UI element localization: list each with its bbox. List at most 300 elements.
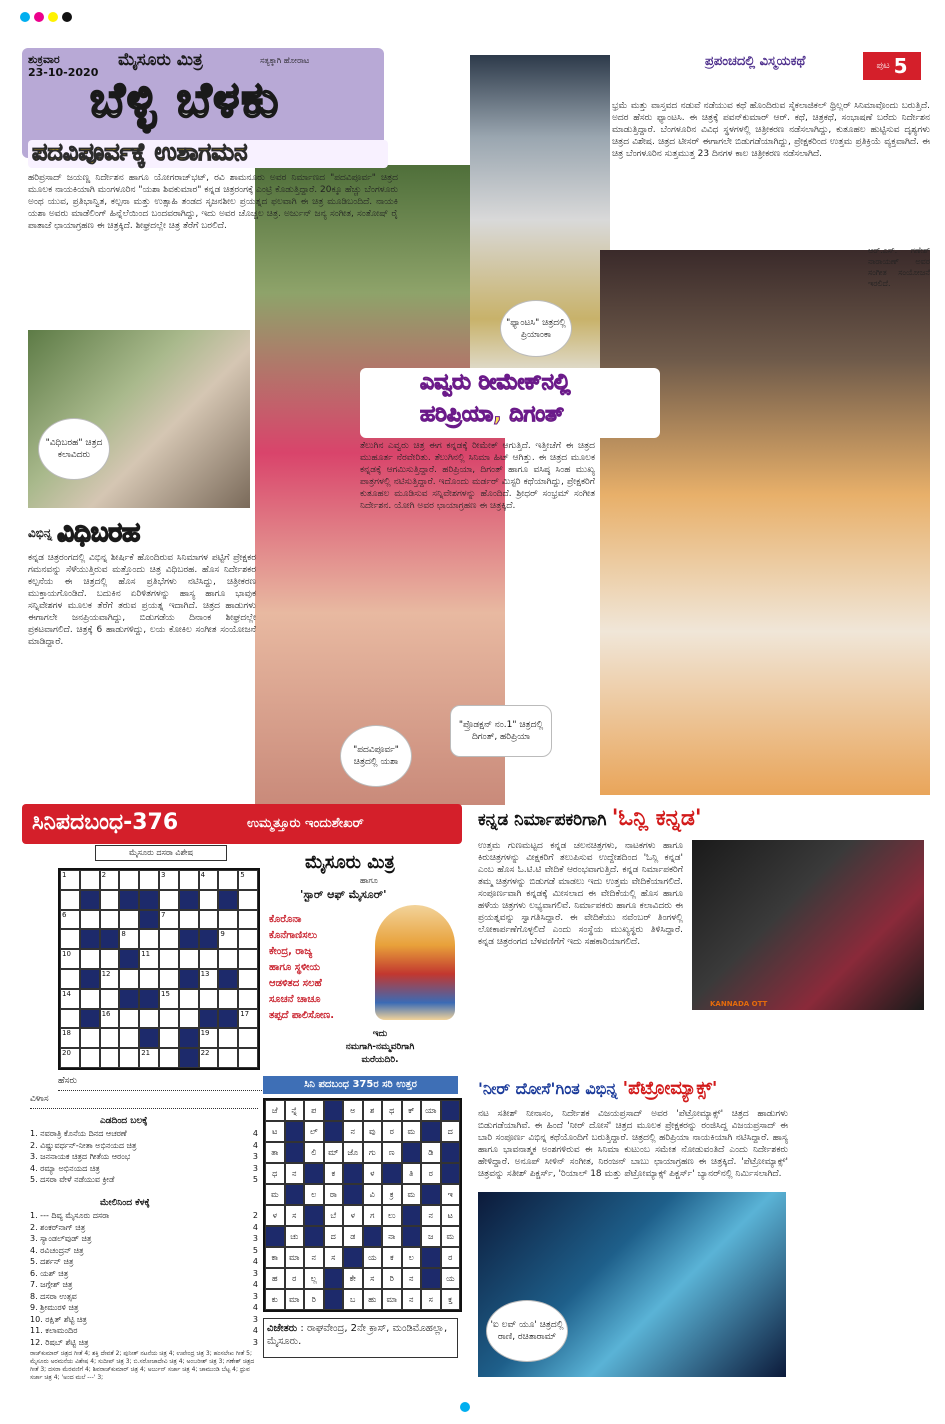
puzzle-author: ಉಮ್ಮತ್ತೂರು ಇಂದುಶೇಖರ್: [247, 816, 364, 831]
clue-text: ಪುನೀತ್ ನಟನೆಯ ಚಿತ್ರ: [123, 1350, 167, 1357]
answer-cell: ಮಾ: [382, 1289, 402, 1310]
story5-headline-b: 'ಓನ್ಲಿ ಕನ್ನಡ': [611, 806, 702, 831]
crossword-number: 4: [200, 871, 206, 879]
clue-length: 4: [252, 1140, 258, 1150]
ad-line: ಕೊನೆಗಾಣಿಸಲು: [269, 930, 318, 941]
answer-cell: [285, 1184, 305, 1205]
ad-and: ಹಾಗೂ: [360, 876, 378, 885]
crossword-cell: [139, 890, 159, 910]
answer-cell: ಟ: [265, 1121, 285, 1142]
across-clues: [30, 1128, 258, 1186]
ad-footer: [305, 1028, 455, 1067]
crossword-cell: [80, 1009, 100, 1029]
name-label: ಹೆಸರು: [58, 1076, 77, 1086]
down-clues: [30, 1210, 258, 1348]
crossword-cell[interactable]: [179, 1009, 199, 1029]
answer-cell: ಕ: [382, 1247, 402, 1268]
clue-length: 3: [252, 1268, 258, 1278]
crossword-cell[interactable]: [60, 969, 80, 989]
crossword-cell[interactable]: [100, 1048, 120, 1068]
crossword-cell[interactable]: [60, 1028, 80, 1048]
address-label: ವಿಳಾಸ: [30, 1094, 49, 1104]
caption-vidhibaraha-cast: "ವಿಧಿಬರಹ" ಚಿತ್ರದ ಕಲಾವಿದರು: [38, 418, 110, 480]
crossword-cell[interactable]: [100, 910, 120, 930]
story2-kicker: ವಿಭಿನ್ನ: [28, 526, 53, 540]
masthead-paper-name: ಮೈಸೂರು ಮಿತ್ರ: [118, 50, 203, 70]
crossword-cell[interactable]: [199, 1028, 219, 1048]
answer-cell: ಸ: [363, 1268, 383, 1289]
answer-cell: ನ: [304, 1247, 324, 1268]
crossword-cell[interactable]: [238, 890, 258, 910]
clue-text: 11. ಕಲಾಮಂದಿರ: [30, 1326, 78, 1335]
section-title: ಬೆಳ್ಳಿ ಬೆಳಕು: [90, 72, 281, 128]
answer-cell: [285, 1142, 305, 1163]
answer-cell: ಥ: [382, 1100, 402, 1121]
answer-cell: ಕ್ರ: [382, 1184, 402, 1205]
crossword-cell: [218, 969, 238, 989]
crossword-cell[interactable]: [218, 910, 238, 930]
crossword-cell[interactable]: [159, 1048, 179, 1068]
crossword-cell[interactable]: [199, 1048, 219, 1068]
clue-length: 4: [252, 1129, 258, 1138]
crossword-cell[interactable]: [199, 870, 219, 890]
crossword-cell[interactable]: [218, 870, 238, 890]
crossword-number: 10: [62, 950, 71, 959]
crossword-number: 16: [101, 1009, 111, 1018]
crossword-cell[interactable]: [119, 1048, 139, 1068]
clue-length: 5;: [244, 1350, 252, 1357]
crossword-cell: [179, 890, 199, 910]
answer-cell: ಮ: [402, 1121, 422, 1142]
answer-cell: [304, 1163, 324, 1184]
crossword-cell: [100, 929, 120, 949]
crossword-cell[interactable]: [159, 949, 179, 969]
story4-body: ತೆಲುಗಿನ ಎವ್ವರು ಚಿತ್ರ ಈಗ ಕನ್ನಡಕ್ಕೆ ರೀಮೇಕ್ ಆಗುತ್ತಿದೆ. ಇತ್ತೀಚೆಗೆ ಈ ಚಿತ್ರದ ಮುಹೂರ್ತ ನೆರವೇರಿತು. ತೆಲುಗಿನಲ್ಲಿ ಸಿನಿಮಾ ಹಿಟ್ ಆಗಿತ್ತು. ಈ ಚಿತ್ರದ ಮೂಲಕ ಕನ್ನಡಕ್ಕೆ ಆಗಮಿಸುತ್ತಿದ್ದಾರೆ. ಹರಿಪ್ರಿಯಾ, ದಿಗಂತ್ ಹಾಗೂ ವಸಿಷ್ಠ ಸಿಂಹ ಮುಖ್ಯ ಪಾತ್ರಗಳಲ್ಲಿ ನಟಿಸುತ್ತಿದ್ದಾರೆ. ಇದೊಂದು ಮರ್ಡರ್ ಮಿಸ್ಟರಿ ಕಥೆಯಾಗಿದ್ದು, ಪ್ರೇಕ್ಷಕರಿಗೆ ಕುತೂಹಲ ಮೂಡಿಸುವ ಸನ್ನಿವೇಶಗಳನ್ನು ಹೊಂದಿದೆ. ಶ್ರೀಧರ್ ಸಂಭ್ರಮ್ ಸಂಗೀತ ನಿರ್ದೇಶನ. ಯೋಗಿ ಅವರ ಛಾಯಾಗ್ರಹಣ ಈ ಚಿತ್ರಕ್ಕಿದೆ.: [360, 441, 595, 511]
clue-text: 4. ರವಿಚಂದ್ರನ್ ಚಿತ್ರ: [30, 1245, 84, 1255]
clue-item: [30, 1291, 258, 1303]
crossword-cell: [139, 989, 159, 1009]
answer-cell: ಜೆ: [265, 1100, 285, 1121]
answer-cell: ಡ: [343, 1226, 363, 1247]
answer-cell: ಶ: [363, 1100, 383, 1121]
clue-text: 5. ದಸರಾ ವೇಳೆ ನಡೆಯುವ ಕ್ರೀಡೆ: [30, 1175, 115, 1184]
answer-cell: ವಿ: [363, 1184, 383, 1205]
crossword-number: 18: [62, 1029, 71, 1038]
crossword-cell: [179, 929, 199, 949]
crossword-cell[interactable]: [100, 969, 120, 989]
crossword-cell[interactable]: [159, 1028, 179, 1048]
answer-cell: [441, 1100, 461, 1121]
story5-headline: [478, 806, 928, 836]
crossword-cell[interactable]: [238, 929, 258, 949]
crossword-cell[interactable]: [179, 989, 199, 1009]
crossword-cell[interactable]: [80, 1048, 100, 1068]
clue-length: 3;: [203, 1350, 214, 1357]
crossword-cell[interactable]: [119, 1009, 139, 1029]
crossword-cell: [119, 890, 139, 910]
crossword-cell[interactable]: [100, 1009, 120, 1029]
answer-cell: ರ: [382, 1121, 402, 1142]
crossword-cell[interactable]: [218, 1028, 238, 1048]
clue-length: 4: [252, 1280, 258, 1289]
answer-cell: ರಿ: [382, 1268, 402, 1289]
clue-text: 2. ಶಂಕರ್‌ನಾಗ್ ಚಿತ್ರ: [30, 1222, 86, 1232]
answer-cell: ಯ: [441, 1268, 461, 1289]
answer-cell: [324, 1289, 344, 1310]
answer-cell: ಸ: [324, 1247, 344, 1268]
answer-cell: ರಿ: [304, 1289, 324, 1310]
crossword-cell[interactable]: [60, 870, 80, 890]
crossword-cell[interactable]: [218, 989, 238, 1009]
answer-cell: ರ: [441, 1247, 461, 1268]
answer-cell: ಪ: [304, 1100, 324, 1121]
clue-length: 4;: [176, 1358, 187, 1365]
crossword-cell[interactable]: [60, 949, 80, 969]
answer-cell: ವು: [363, 1121, 383, 1142]
crossword-cell[interactable]: [119, 870, 139, 890]
crossword-cell[interactable]: [238, 949, 258, 969]
crossword-cell[interactable]: [199, 949, 219, 969]
clue-length: 3;: [38, 1366, 49, 1373]
crossword-cell[interactable]: [119, 929, 139, 949]
answer-cell: [324, 1268, 344, 1289]
crossword-cell[interactable]: [100, 949, 120, 969]
crossword-cell[interactable]: [80, 989, 100, 1009]
answer-cell: ಹು: [363, 1289, 383, 1310]
answer-cell: ಳ: [265, 1205, 285, 1226]
answer-cell: ಲಿ: [304, 1142, 324, 1163]
crossword-cell[interactable]: [60, 1009, 80, 1029]
clue-length: 3: [252, 1314, 258, 1324]
answer-cell: [343, 1163, 363, 1184]
crossword-cell[interactable]: [218, 949, 238, 969]
clue-text: ಸುದೀಪ್ ಚಿತ್ರ: [98, 1358, 124, 1365]
crossword-cell[interactable]: [80, 1028, 100, 1048]
clue-length: 4: [252, 1303, 258, 1312]
crossword-cell[interactable]: [179, 870, 199, 890]
across-title: ಎಡದಿಂದ ಬಲಕ್ಕೆ: [100, 1116, 148, 1126]
answer-cell: ಲ್ಲ: [304, 1268, 324, 1289]
crossword-number: 9: [220, 930, 225, 939]
crossword-cell[interactable]: [100, 870, 120, 890]
ad-message: [269, 912, 379, 1024]
answer-cell: ಲ: [304, 1184, 324, 1205]
answer-cell: ಣ: [382, 1142, 402, 1163]
extra-clues: [30, 1350, 258, 1400]
winner-name: ರಾಘವೇಂದ್ರ, 2ನೇ ಕ್ರಾಸ್, ಮಂಡಿಮೊಹಲ್ಲಾ, ಮೈಸೂರು.: [267, 1323, 448, 1347]
crossword-number: 20: [62, 1049, 71, 1058]
crossword-cell[interactable]: [218, 929, 238, 949]
answer-cell: ನ: [343, 1121, 363, 1142]
answer-cell: ರ: [421, 1163, 441, 1184]
crossword-cell: [179, 969, 199, 989]
answer-cell: [421, 1184, 441, 1205]
crossword-cell[interactable]: [139, 1048, 159, 1068]
crossword-cell[interactable]: [100, 890, 120, 910]
answer-cell: ರಾ: [324, 1184, 344, 1205]
crossword-cell[interactable]: [159, 989, 179, 1009]
clue-length: 5: [252, 1175, 258, 1184]
crossword-cell[interactable]: [60, 989, 80, 1009]
clue-text: ಗಣೇಶ್ ಚಿತ್ರದ ಗೀತೆ: [30, 1358, 255, 1373]
answer-cell: [402, 1142, 422, 1163]
clue-length: 3: [252, 1152, 258, 1161]
crossword-cell[interactable]: [238, 910, 258, 930]
crossword-cell[interactable]: [60, 890, 80, 910]
crossword-cell[interactable]: [139, 929, 159, 949]
crossword-cell[interactable]: [238, 1009, 258, 1029]
crossword-cell[interactable]: [159, 910, 179, 930]
answer-cell: [421, 1247, 441, 1268]
answer-cell: ನ: [285, 1163, 305, 1184]
clue-length: 2;: [113, 1350, 124, 1357]
crossword-cell[interactable]: [238, 1048, 258, 1068]
clue-item: [30, 1210, 258, 1222]
mascot-illustration-icon: [375, 905, 455, 1020]
page-label: ಪುಟ: [876, 61, 890, 71]
answer-cell: ಅ: [343, 1100, 363, 1121]
crossword-cell: [139, 1028, 159, 1048]
clue-text: ಮೈಸೂರು ಅರಮನೆಯ ವಿಶೇಷ: [30, 1358, 89, 1365]
answer-cell: ಮಾ: [285, 1247, 305, 1268]
answer-cell: ಸ: [421, 1289, 441, 1310]
answer-cell: ತಿ: [402, 1163, 422, 1184]
clue-length: 4: [252, 1326, 258, 1335]
story1-banner: [28, 140, 388, 168]
answer-cell: ಜೊ: [343, 1142, 363, 1163]
clue-item: [30, 1222, 258, 1234]
story1-body: ಹರಿಪ್ರಸಾದ್ ಜಯಣ್ಣ ನಿರ್ದೇಶನ ಹಾಗೂ ಯೋಗರಾಜ್‌ಭಟ್, ರವಿ ಶಾಮನೂರು ಅವರ ನಿರ್ಮಾಣದ "ಪದವಿಪೂರ್ವ" ಚಿತ್ರದ ಮೂಲಕ ನಾಯಕಿಯಾಗಿ ಮಂಗಳೂರಿನ "ಯಶಾ ಶಿವಕುಮಾರ" ಕನ್ನಡ ಚಿತ್ರರಂಗಕ್ಕೆ ಎಂಟ್ರಿ ಕೊಡುತ್ತಿದ್ದಾರೆ. 20ಕ್ಕೂ ಹೆಚ್ಚು ಬೆಂಗಳೂರು ಅಂಥ ಯುವ, ಪ್ರತಿಭಾನ್ವಿತ, ಕಲ್ಪನಾ ಮತ್ತು ಉತ್ಸಾಹಿ ತಂಡದ ಸೃಜನಶೀಲ ಪ್ರಯತ್ನದ ಫಲವಾಗಿ ಈ ಚಿತ್ರ ಮೂಡಿಬಂದಿದೆ. ನಾಯಕಿ ಯಶಾ ಅವರು ಮಾಡೆಲಿಂಗ್ ಹಿನ್ನೆಲೆಯಿಂದ ಬಂದವರಾಗಿದ್ದು, ಇದು ಅವರ ಚೊಚ್ಚಲ ಚಿತ್ರ. ಅರ್ಜುನ್ ಜನ್ಯ ಸಂಗೀತ, ಸಂತೋಷ್ ರೈ ಪಾತಾಜೆ ಛಾಯಾಗ್ರಹಣ ಈ ಚಿತ್ರಕ್ಕಿದೆ. ಶೀಘ್ರದಲ್ಲೇ ಚಿತ್ರ ತೆರೆಗೆ ಬರಲಿದೆ.: [28, 173, 398, 231]
clue-item: [30, 1279, 258, 1291]
registration-mark-bottom: [460, 1402, 470, 1412]
crossword-cell: [179, 1048, 199, 1068]
clue-length: 4;: [82, 1350, 93, 1357]
clue-text: 3. ಜನನಾಯಕ ಚಿತ್ರದ ಗೀತೆಯ ಆರಂಭ: [30, 1152, 131, 1161]
ad-paper-name: ಮೈಸೂರು ಮಿತ್ರ: [305, 852, 395, 873]
crossword-number: 14: [62, 989, 71, 998]
crossword-cell[interactable]: [100, 1028, 120, 1048]
crossword-cell[interactable]: [159, 1009, 179, 1029]
clue-text: ದಸರಾ ಮೆರವಣಿಗೆ: [48, 1366, 84, 1373]
answer-cell: ಇ: [441, 1184, 461, 1205]
crossword-cell[interactable]: [60, 1048, 80, 1068]
crossword-cell[interactable]: [100, 989, 120, 1009]
ad-line: ಸೂಚನೆ ಚಾಚೂ: [269, 994, 321, 1005]
answer-cell: ನ: [402, 1289, 422, 1310]
crossword-cell: [218, 1009, 238, 1029]
photo-haripriya-diganth: [600, 250, 930, 795]
clue-item: [30, 1174, 258, 1186]
clue-item: [30, 1314, 258, 1326]
answer-cell: ಡಿ: [421, 1142, 441, 1163]
answer-cell: ಲ: [402, 1247, 422, 1268]
crossword-cell: [199, 929, 219, 949]
story4-headline-block: [360, 368, 660, 438]
crossword-cell[interactable]: [159, 870, 179, 890]
crossword-cell[interactable]: [238, 1028, 258, 1048]
crossword-cell[interactable]: [159, 890, 179, 910]
crossword-number: 17: [240, 1009, 250, 1018]
crossword-cell[interactable]: [139, 870, 159, 890]
puzzle-ad-box: [265, 850, 460, 1075]
story4-headline-line1: ಎವ್ವರು ರೀಮೇಕ್‌ನಲ್ಲಿ: [420, 370, 571, 395]
puzzle-title: ಸಿನಿಪದಬಂಧ-376: [32, 810, 179, 835]
clue-text: ಧ್ರುವ ಸರ್ಜಾ ಚಿತ್ರ: [30, 1366, 250, 1381]
answer-cell: [324, 1121, 344, 1142]
address-field[interactable]: [30, 1094, 258, 1109]
clue-length: 4: [252, 1222, 258, 1232]
crossword-cell[interactable]: [199, 910, 219, 930]
answer-cell: ಬೆ: [324, 1205, 344, 1226]
registration-mark-yellow: [48, 12, 58, 22]
clue-item: [30, 1302, 258, 1314]
clue-text: ರಾಜ್‌ಕುಮಾರ್ ಚಿತ್ರದ ಗೀತೆ: [30, 1350, 83, 1357]
crossword-cell[interactable]: [199, 969, 219, 989]
clue-text: 5. ದರ್ಶನ್ ಚಿತ್ರ: [30, 1257, 74, 1266]
crossword-cell: [139, 910, 159, 930]
answer-cell: ಜ: [421, 1226, 441, 1247]
crossword-number: 12: [101, 969, 111, 978]
puzzle-sponsor-tab: ಮೈಸೂರು ದಸರಾ ವಿಶೇಷ: [95, 845, 227, 861]
crossword-cell: [80, 969, 100, 989]
clue-text: ಚಾಮುಂಡಿ ಬೆಟ್ಟ: [199, 1366, 231, 1373]
crossword-cell: [80, 929, 100, 949]
story6-headline: [478, 1078, 928, 1108]
answer-cell: ನ: [402, 1268, 422, 1289]
crossword-number: 8: [121, 930, 126, 939]
crossword-cell: [80, 890, 100, 910]
clue-length: 3: [252, 1291, 258, 1301]
crossword-cell[interactable]: [238, 969, 258, 989]
ad-footer-line: ಇದು: [372, 1029, 388, 1039]
ad-line: ಹಾಗೂ ಸ್ಥಳೀಯ: [269, 962, 321, 973]
crossword-cell: [199, 1009, 219, 1029]
clue-text: 9. ಶ್ರೀಮುರಳಿ ಚಿತ್ರ: [30, 1303, 79, 1312]
answer-cell: ಬ: [343, 1289, 363, 1310]
clue-text: ಶಿವರಾಜ್‌ಕುಮಾರ್ ಚಿತ್ರ: [92, 1366, 139, 1373]
kannada-ott-photo: [692, 840, 924, 1010]
answer-grid: [263, 1098, 462, 1312]
clue-length: 4;: [83, 1366, 93, 1373]
clue-text: ಹಂಸಲೇಖ ಗೀತೆ: [213, 1350, 245, 1357]
clue-item: [30, 1268, 258, 1280]
crossword-number: 5: [240, 871, 245, 879]
answer-cell: ಕ: [324, 1163, 344, 1184]
crossword-cell[interactable]: [60, 929, 80, 949]
story2-header: [28, 518, 256, 548]
answer-cell: [343, 1184, 363, 1205]
answer-cell: [265, 1226, 285, 1247]
answer-cell: [324, 1100, 344, 1121]
answer-cell: ದ: [441, 1121, 461, 1142]
clue-text: ಬಿ.ಸರೋಜಾದೇವಿ ಚಿತ್ರ: [133, 1358, 177, 1365]
crossword-cell[interactable]: [139, 1009, 159, 1029]
answer-cell: ಯಾ: [421, 1100, 441, 1121]
answer-cell: [304, 1205, 324, 1226]
story2-headline: ವಿಧಿಬರಹ: [57, 518, 141, 548]
crossword-cell[interactable]: [119, 910, 139, 930]
crossword-cell[interactable]: [199, 890, 219, 910]
answer-cell: ನ್ನೆ: [285, 1100, 305, 1121]
answer-cell: [304, 1226, 324, 1247]
clue-length: 2: [252, 1211, 258, 1220]
answer-cell: ಮ: [265, 1184, 285, 1205]
clue-text: 3. ಸ್ಯಾಂಡಲ್‌ವುಡ್ ಚಿತ್ರ: [30, 1234, 92, 1243]
clue-text: 4. ರಮ್ಯಾ ಅಭಿನಯದ ಚಿತ್ರ: [30, 1163, 100, 1173]
crossword-number: 21: [141, 1049, 151, 1058]
clue-length: 4: [252, 1257, 258, 1266]
crossword-cell[interactable]: [179, 949, 199, 969]
answer-cell: ಮಾ: [285, 1289, 305, 1310]
ad-line: ತಪ್ಪದೆ ಪಾಲಿಸೋಣ.: [269, 1010, 334, 1021]
answer-cell: ಕು: [265, 1289, 285, 1310]
crossword-cell[interactable]: [238, 870, 258, 890]
crossword-cell[interactable]: [139, 949, 159, 969]
story4-headline-line2: ಹರಿಪ್ರಿಯಾ, ದಿಗಂತ್: [420, 402, 564, 427]
clue-length: 3;: [123, 1358, 134, 1365]
crossword-number: 15: [160, 989, 170, 998]
crossword-cell[interactable]: [199, 989, 219, 1009]
crossword-cell[interactable]: [119, 1028, 139, 1048]
crossword-cell[interactable]: [139, 969, 159, 989]
clue-length: 3;: [97, 1374, 104, 1381]
ad-footer-line: ಮರೆಯದಿರಿ.: [361, 1055, 399, 1065]
masthead-day: ಶುಕ್ರವಾರ: [28, 53, 60, 66]
story2-body: ಕನ್ನಡ ಚಿತ್ರರಂಗದಲ್ಲಿ ವಿಭಿನ್ನ ಶೀರ್ಷಿಕೆ ಹೊಂದಿರುವ ಸಿನಿಮಾಗಳ ಪಟ್ಟಿಗೆ ಪ್ರೇಕ್ಷಕರ ಗಮನವನ್ನು ಸೆಳೆಯುತ್ತಿರುವ ಮತ್ತೊಂದು ಚಿತ್ರ ವಿಧಿಬರಹ. ಹೊಸ ನಿರ್ದೇಶಕರ ಕಲ್ಪನೆಯ ಈ ಚಿತ್ರದಲ್ಲಿ ಹೊಸ ಪ್ರತಿಭೆಗಳು ನಟಿಸಿದ್ದು, ಚಿತ್ರೀಕರಣ ಮುಕ್ತಾಯಗೊಂಡಿದೆ. ಬದುಕಿನ ಏರಿಳಿತಗಳನ್ನು ಹಾಸ್ಯ ಹಾಗೂ ಭಾವುಕ ಸನ್ನಿವೇಶಗಳ ಮೂಲಕ ತೆರೆಗೆ ತರುವ ಪ್ರಯತ್ನ ಇದಾಗಿದೆ. ಚಿತ್ರದ ಹಾಡುಗಳು ಈಗಾಗಲೇ ಜನಪ್ರಿಯವಾಗಿದ್ದು, ಬಿಡುಗಡೆಯ ದಿನಾಂಕ ಶೀಘ್ರದಲ್ಲೇ ಪ್ರಕಟವಾಗಲಿದೆ. ಚಿತ್ರಕ್ಕೆ 6 ಹಾಡುಗಳಿದ್ದು, ಲಯ ಕೋಕಿಲ ಸಂಗೀತ ಸಂಯೋಜನೆ ಮಾಡಿದ್ದಾರೆ.: [28, 553, 256, 647]
crossword-cell[interactable]: [80, 949, 100, 969]
ad-star-of-mysore: 'ಸ್ಟಾರ್ ಆಫ್ ಮೈಸೂರ್': [300, 888, 387, 901]
crossword-cell[interactable]: [218, 1048, 238, 1068]
masthead-date: [28, 53, 98, 79]
answer-cell: ಕ್ತ: [441, 1289, 461, 1310]
crossword-cell[interactable]: [80, 870, 100, 890]
clue-length: 3: [252, 1234, 258, 1243]
clue-item: [30, 1128, 258, 1140]
answer-cell: ಚು: [285, 1226, 305, 1247]
answer-cell: ನ: [421, 1205, 441, 1226]
story1-banner-text: ಪದವಿಪೂರ್ವಕ್ಕೆ ಉಶಾಗಮನ: [32, 138, 248, 166]
crossword-cell: [179, 1028, 199, 1048]
crossword-cell[interactable]: [179, 910, 199, 930]
crossword-cell[interactable]: [119, 969, 139, 989]
story5-body: ಉತ್ತಮ ಗುಣಮಟ್ಟದ ಕನ್ನಡ ಚಲನಚಿತ್ರಗಳು, ನಾಟಕಗಳು ಹಾಗೂ ಕಿರುಚಿತ್ರಗಳನ್ನು ವೀಕ್ಷಕರಿಗೆ ತಲುಪಿಸುವ ಉದ್ದೇಶದಿಂದ 'ಓನ್ಲಿ ಕನ್ನಡ' ಎಂಬ ಹೊಸ ಓ.ಟಿ.ಟಿ ವೇದಿಕೆ ಆರಂಭವಾಗುತ್ತಿದೆ. ಕನ್ನಡ ನಿರ್ಮಾಪಕರಿಗೆ ತಮ್ಮ ಚಿತ್ರಗಳನ್ನು ಬಿಡುಗಡೆ ಮಾಡಲು ಇದು ಉತ್ತಮ ವೇದಿಕೆಯಾಗಲಿದೆ. ಸಂಪೂರ್ಣವಾಗಿ ಕನ್ನಡಕ್ಕೆ ಮೀಸಲಾದ ಈ ವೇದಿಕೆಯಲ್ಲಿ ಹೊಸ ಹಾಗೂ ಹಳೆಯ ಚಿತ್ರಗಳು ಲಭ್ಯವಾಗಲಿವೆ. ನಿರ್ಮಾಪಕರು ಹಾಗೂ ಕಲಾವಿದರು ಈ ಪ್ರಯತ್ನವನ್ನು ಸ್ವಾಗತಿಸಿದ್ದಾರೆ. ಈ ವೇದಿಕೆಯು ನವೆಂಬರ್ ತಿಂಗಳಲ್ಲಿ ಲೋಕಾರ್ಪಣೆಗೊಳ್ಳಲಿದೆ ಎಂದು ಸಂಸ್ಥೆಯ ಮುಖ್ಯಸ್ಥರು ತಿಳಿಸಿದ್ದಾರೆ. ಕನ್ನಡ ಚಿತ್ರರಂಗದ ಬೆಳವಣಿಗೆಗೆ ಇದು ಸಹಕಾರಿಯಾಗಲಿದೆ.: [478, 841, 683, 947]
answer-cell: [382, 1163, 402, 1184]
crossword-number: 7: [160, 910, 166, 919]
crossword-cell[interactable]: [159, 929, 179, 949]
answer-cell: ಲ್: [304, 1121, 324, 1142]
answer-cell: [402, 1205, 422, 1226]
crossword-cell: [119, 949, 139, 969]
fantasy-subhead: ಪ್ರಪಂಚದಲ್ಲಿ ವಿಸ್ಮಯಕಥೆ: [705, 54, 806, 69]
answer-cell: [441, 1163, 461, 1184]
answer-cell: ಲು: [382, 1205, 402, 1226]
page-number-badge: [863, 52, 921, 80]
crossword-cell[interactable]: [80, 910, 100, 930]
clue-length: 4;: [189, 1366, 200, 1373]
answer-cell: ತಾ: [265, 1142, 285, 1163]
crossword-cell[interactable]: [238, 989, 258, 1009]
answer-cell: [285, 1121, 305, 1142]
clue-text: 1. ನವರಾತ್ರಿ ಕೊನೆಯ ದಿನದ ಆಚರಣೆ: [30, 1129, 127, 1138]
clue-text: ಉಪೇಂದ್ರ ಚಿತ್ರ: [176, 1350, 204, 1357]
clue-text: 12. ರಿಷಬ್ ಶೆಟ್ಟಿ ಚಿತ್ರ: [30, 1337, 89, 1347]
clue-text: 8. ದಸರಾ ಉತ್ಸವ: [30, 1291, 77, 1301]
crossword-cell[interactable]: [60, 910, 80, 930]
clue-length: 4;: [88, 1358, 98, 1365]
crossword-cell[interactable]: [159, 969, 179, 989]
registration-mark-cyan: [20, 12, 30, 22]
answer-cell: ಟ: [441, 1205, 461, 1226]
